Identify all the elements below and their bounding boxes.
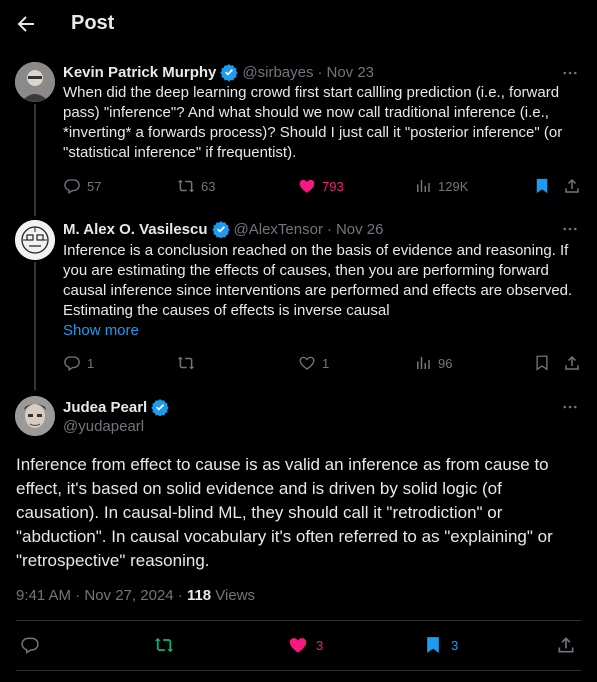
avatar-photo-icon — [15, 396, 55, 436]
reply-count: 1 — [87, 355, 95, 371]
more-options-icon[interactable] — [561, 398, 579, 416]
verified-badge-icon[interactable] — [212, 220, 230, 238]
repost-icon — [154, 635, 174, 655]
repost-button[interactable] — [177, 177, 215, 195]
reply-count: 57 — [87, 178, 102, 194]
share-icon[interactable] — [563, 354, 581, 372]
repost-button[interactable] — [177, 354, 201, 372]
reply-icon — [63, 354, 81, 372]
repost-count: 63 — [201, 178, 216, 194]
author-name[interactable]: Judea Pearl — [63, 398, 148, 416]
reply-button[interactable] — [63, 354, 94, 372]
verified-badge-icon[interactable] — [151, 398, 169, 416]
repost-icon — [177, 177, 195, 195]
avatar[interactable] — [15, 396, 55, 436]
tweet-text: Inference from effect to cause is as valid an inference as from cause to effect, it's based on solid evidence and is driven by solid logic (of causation). In causal-blind ML, they should call it "retrodiction" or "abduction". In causal vocabulary it's often referred to as "explaining" or "retrospective" reasoning. — [16, 455, 553, 570]
divider — [16, 620, 581, 621]
post-date[interactable]: Nov 26 — [335, 220, 384, 238]
heart-outline-icon — [298, 354, 316, 372]
views-button[interactable] — [414, 354, 452, 372]
analytics-icon — [414, 354, 432, 372]
post-metadata — [16, 587, 255, 604]
repost-button[interactable] — [154, 635, 182, 655]
author-row — [63, 220, 383, 238]
reply-button[interactable] — [20, 635, 48, 655]
author-handle[interactable]: @yudapearl — [63, 418, 145, 435]
like-count: 793 — [322, 178, 344, 194]
view-count: 129K — [438, 178, 469, 194]
bookmark-button[interactable] — [423, 635, 458, 655]
post-date[interactable]: Nov 23 — [326, 63, 375, 81]
show-more-link[interactable]: Show more — [63, 322, 139, 339]
tweet-text: When did the deep learning crowd first start callling prediction (i.e., forward pass) "inference"? And what should we now call traditional inference (i.e., *inverting* a forwards process)? Should I just call it "posterior inference" (or "statistical inference" if frequentist). — [63, 84, 563, 161]
repost-icon — [177, 354, 195, 372]
author-name[interactable]: Kevin Patrick Murphy — [63, 63, 217, 81]
avatar[interactable] — [15, 220, 55, 260]
more-options-icon[interactable] — [561, 220, 579, 238]
back-arrow-icon[interactable] — [14, 12, 38, 36]
author-handle[interactable]: @sirbayes — [242, 63, 314, 81]
bookmark-filled-icon[interactable] — [533, 177, 551, 195]
divider — [16, 670, 581, 671]
share-icon — [556, 635, 576, 655]
views-label: Views — [211, 587, 256, 604]
bookmark-filled-icon — [423, 635, 443, 655]
like-button[interactable] — [298, 177, 344, 195]
avatar[interactable] — [15, 62, 55, 102]
top-bar — [0, 0, 597, 48]
reply-icon — [20, 635, 40, 655]
share-button[interactable] — [556, 635, 584, 655]
verified-badge-icon[interactable] — [220, 63, 238, 81]
views-button[interactable] — [414, 177, 468, 195]
post-timestamp[interactable]: 9:41 AM · Nov 27, 2024 · — [16, 587, 187, 604]
like-button[interactable] — [298, 354, 329, 372]
more-options-icon[interactable] — [561, 64, 579, 82]
analytics-icon — [414, 177, 432, 195]
view-count: 96 — [438, 355, 453, 371]
share-icon[interactable] — [563, 177, 581, 195]
heart-filled-icon — [288, 635, 308, 655]
like-count: 3 — [316, 637, 324, 653]
view-count: 118 — [186, 587, 212, 604]
separator-dot: · — [326, 220, 332, 238]
reply-icon — [63, 177, 81, 195]
like-button[interactable] — [288, 635, 323, 655]
avatar-photo-icon — [15, 62, 55, 102]
action-bar — [63, 354, 583, 374]
thread-connector — [34, 104, 36, 216]
main-action-bar — [0, 635, 597, 657]
bookmark-count: 3 — [451, 637, 459, 653]
author-row — [63, 63, 374, 81]
tweet-text: Inference is a conclusion reached on the basis of evidence and reasoning. If you are estimating the effects of causes, then you are performing forward causal inference since interventions are performed and effects are observed. Estimating the causes of effects is inverse causal — [63, 242, 573, 319]
action-bar — [63, 177, 583, 197]
author-name[interactable]: M. Alex O. Vasilescu — [63, 220, 208, 238]
page-title: Post — [71, 12, 115, 34]
heart-filled-icon — [298, 177, 316, 195]
author-row — [63, 398, 173, 416]
like-count: 1 — [322, 355, 330, 371]
bookmark-outline-icon[interactable] — [533, 354, 551, 372]
separator-dot: · — [317, 63, 323, 81]
reply-button[interactable] — [63, 177, 101, 195]
avatar-sketch-icon — [15, 220, 55, 260]
thread-connector — [34, 262, 36, 390]
author-handle[interactable]: @AlexTensor — [233, 220, 323, 238]
